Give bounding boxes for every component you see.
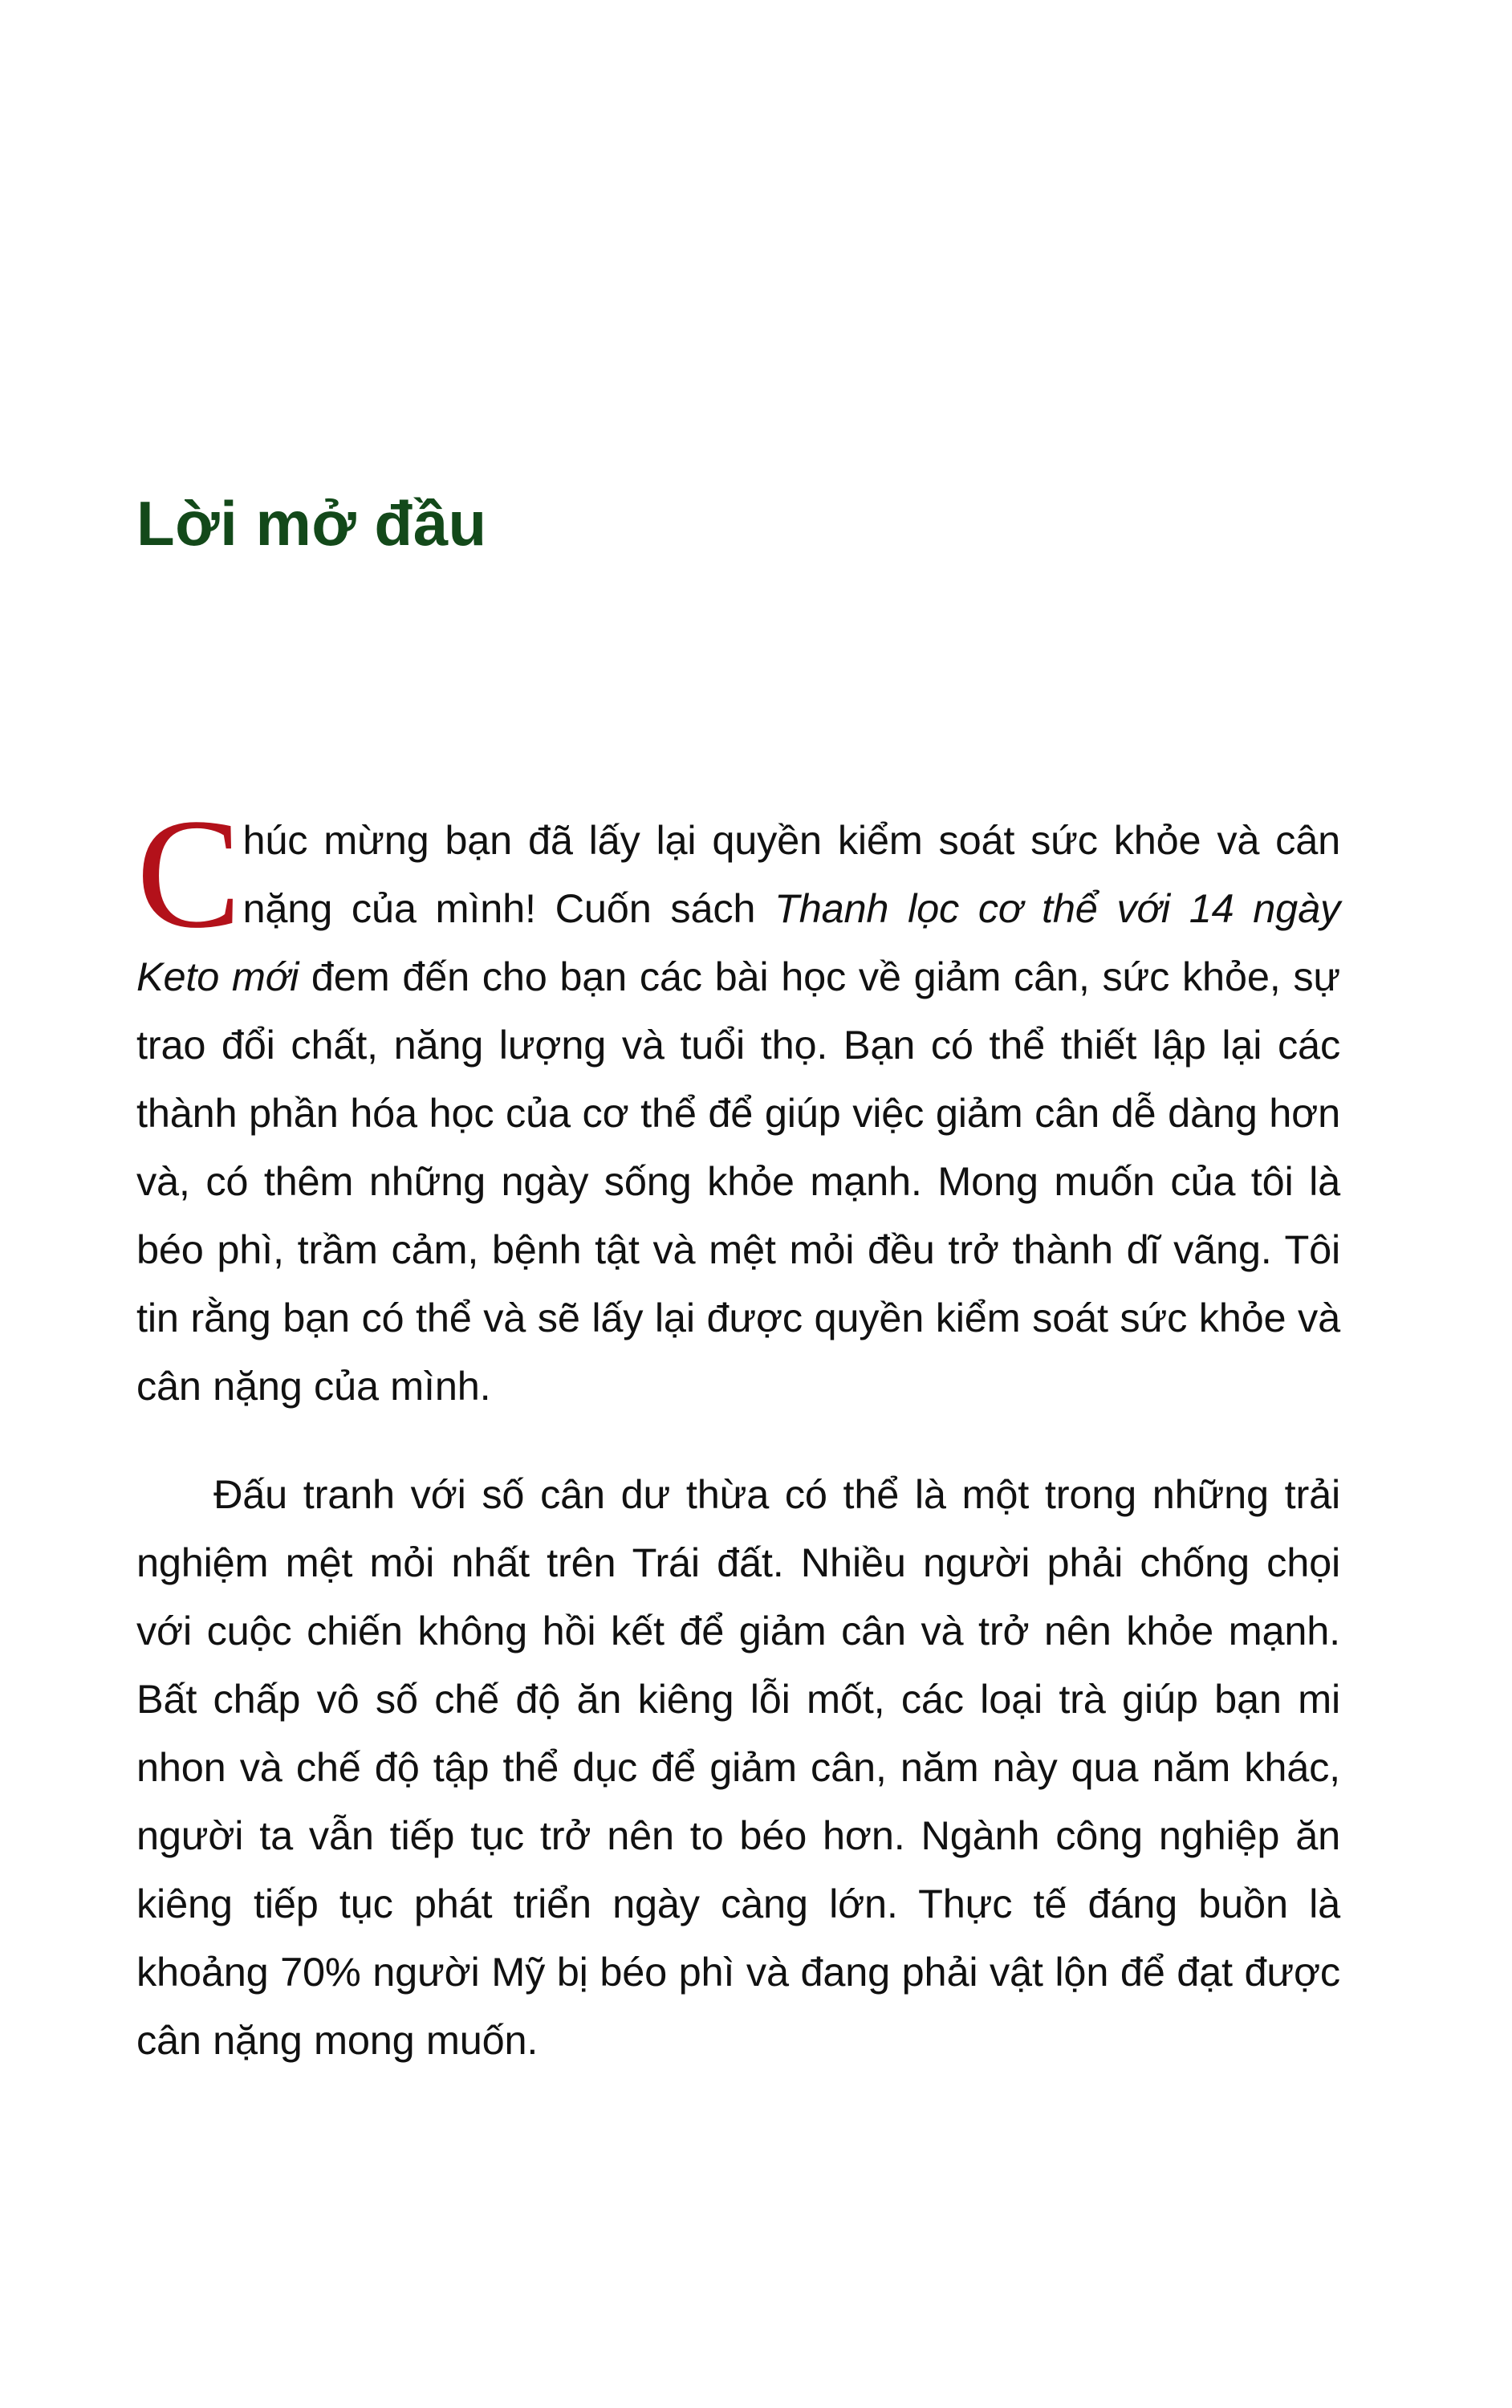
body-text-block (136, 787, 1340, 2074)
paragraph-1 (136, 787, 1340, 1420)
drop-cap-letter: C (136, 787, 242, 961)
paragraph-1-run-3: đem đến cho bạn các bài học về giảm cân, sức khỏe, sự trao đổi chất, năng lượng và tuổi thọ. Bạn có thể thiết lập lại các thành phần hóa học của cơ thể để giúp việc giảm cân dễ dàng hơn và, có thêm những ngày sống khỏe mạnh. Mong muốn của tôi là béo phì, trầm cảm, bệnh tật và mệt mỏi đều trở thành dĩ vãng. Tôi tin rằng bạn có thể và sẽ lấy lại được quyền kiểm soát sức khỏe và cân nặng của mình. (136, 954, 1340, 1409)
paragraph-1-run-1: húc mừng bạn đã lấy lại quyền kiểm soát sức khỏe và cân nặng của mình! Cuốn sách (242, 817, 1340, 931)
paragraph-2 (136, 1460, 1340, 2074)
page-title: Lời mở đầu (136, 488, 487, 559)
paragraph-2-run-1: Đấu tranh với số cân dư thừa có thể là một trong những trải nghiệm mệt mỏi nhất trên Trái đất. Nhiều người phải chống chọi với cuộc chiến không hồi kết để giảm cân và trở nên khỏe mạnh. Bất chấp vô số chế độ ăn kiêng lỗi mốt, các loại trà giúp bạn mi nhon và chế độ tập thể dục để giảm cân, năm này qua năm khác, người ta vẫn tiếp tục trở nên to béo hơn. Ngành công nghiệp ăn kiêng tiếp tục phát triển ngày càng lớn. Thực tế đáng buồn là khoảng 70% người Mỹ bị béo phì và đang phải vật lộn để đạt được cân nặng mong muốn. (136, 1471, 1340, 2063)
book-title-italic: Thanh lọc cơ thể với 14 ngày Keto mới (136, 885, 1340, 999)
page-content-column (136, 0, 1340, 2408)
